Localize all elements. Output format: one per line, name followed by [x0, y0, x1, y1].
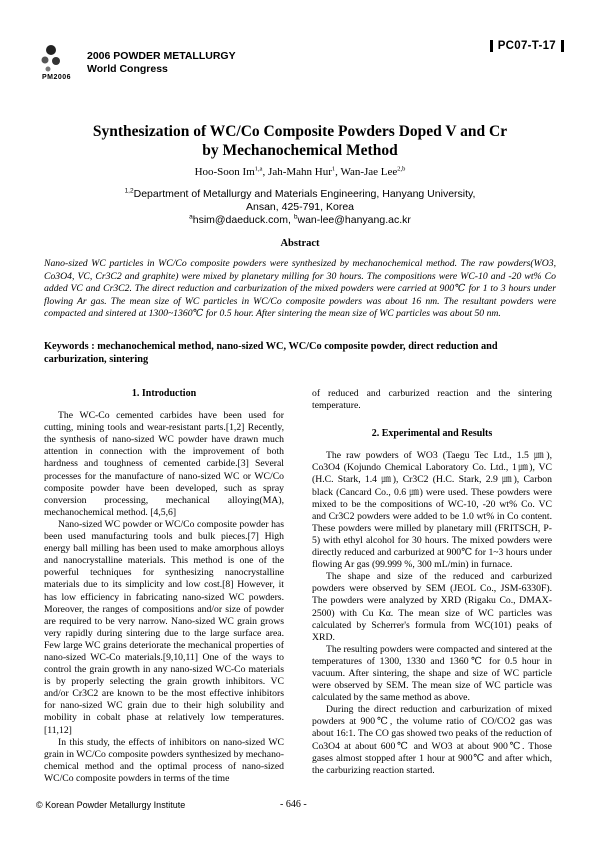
- authors: Hoo-Soon Im$^{1,a}$, Jah-Mahn Hur$^1$, Wan-Jae Lee$^{2,b}$: [194, 165, 406, 178]
- copyright: © Korean Powder Metallurgy Institute: [36, 800, 186, 810]
- title-line-1: Synthesization of WC/Co Composite Powders Doped V and Cr: [92, 123, 508, 140]
- email-a[interactable]: hsim@daeduck.com,: [192, 214, 291, 226]
- author-1-sup: 1,a: [254, 165, 263, 173]
- author-3: Wan-Jae Lee: [340, 166, 398, 178]
- email-b[interactable]: wan-lee@hanyang.ac.kr: [297, 214, 411, 226]
- experimental-paragraph-2: The shape and size of the reduced and carburized powders were observed by SEM (JEOL Co., JSM-6330F). The powders were analyzed by XRD (Rigaku Co., DMAX-2500) with Cu Kα. The mean size of WC particles was calculated by Scherrer's formula from WC(101) peaks of XRD.: [312, 571, 552, 643]
- affil-line-2: Ansan, 425-791, Korea: [246, 201, 354, 213]
- abstract-text: Nano-sized WC particles in WC/Co composite powders were synthesized by mechanochemical method. The raw powders(WO3, Co3O4, VC, Cr3C2 and graphite) were mixed by planetary milling for 30 hours. The compositions were WC-10 and -20 wt% Co added VC and Cr3C2. The direct reduction and carburization of the mixed powders were carried at 900℃ for 1 to 3 hours under flowing Ar gas. The mean size of WC particles in WC/Co composite powders was about 16 nm. The resultant powders were compacted and sintered at 1300~1360℃ for 0.5 hour. After sintering the mean size of WC particles was about 50 nm.: [44, 258, 556, 320]
- conference-line-2: World Congress: [87, 63, 168, 75]
- experimental-heading: 2. Experimental and Results: [371, 428, 493, 440]
- keywords: Keywords : mechanochemical method, nano-sized WC, WC/Co composite powder, direct reduction and carburization, sintering: [44, 341, 498, 365]
- affiliation: [100, 188, 500, 227]
- conference-line-1: 2006 POWDER METALLURGY: [87, 50, 236, 62]
- intro-paragraph-2: Nano-sized WC powder or WC/Co composite powder has been used manufacturing tools and bulk pieces.[7] High energy ball milling has been used to make amorphous alloys and nanocrystalline materials. This method is one of the powerful techniques for synthesizing nanocrystalline materials due to its simplicity and low cost.[8] However, it has low efficiency in fabricating nano-sized WC powders. Moreover, the ranges of compositions and/or size of powder are required to be very narrow. Nano-sized WC grain grows very rapidly during sintering due to the large surface area. Few large WC grains deteriorate the mechanical properties of nano-sized WC-Co materials.[9,10,11] One of the ways to control the grain growth in any nano-sized WC-Co materials is by properly selecting the grain growth inhibitors. VC and/or Cr3C2 are known to be the most effective inhibitors for nano-sized WC grain due to their high solubility and mobility in cobalt phase at relatively low temperatures.[11,12]: [44, 518, 284, 736]
- title-line-2: by Mechanochemical Method: [202, 142, 398, 159]
- paper-code: [490, 40, 564, 52]
- paper-code-text: PC07-T-17: [497, 40, 556, 52]
- experimental-paragraph-3: The resulting powders were compacted and sintered at the temperatures of 1300, 1330 and 1360℃ for 0.5 hour in vacuum. After sintering, the shape and size of WC particle were observed by SEM. The mean size of WC particle was calculated by the same method as above.: [312, 643, 552, 704]
- author-1: Hoo-Soon Im: [194, 166, 255, 178]
- email-b-sup: b: [293, 213, 298, 221]
- author-3-sup: 2,b: [397, 165, 406, 173]
- paper-title: [60, 122, 540, 160]
- author-2: Jah-Mahn Hur: [268, 166, 332, 178]
- right-column: [312, 388, 552, 777]
- affil-sup: 1,2: [124, 187, 134, 195]
- experimental-paragraph-4: During the direct reduction and carburization of mixed powders at 900℃, the volume ratio of CO/CO2 gas was about 16:1. The CO gas showed two peaks of the reduction of Co3O4 at about 600℃ and WO3 at about 900℃. Those gases almost stopped after 1 hour at 900℃ and after which, the carburizing reaction started.: [312, 704, 552, 776]
- author-2-sup: 1: [331, 165, 336, 173]
- intro-paragraph-1: The WC-Co cemented carbides have been used for cutting, mining tools and wear-resistant parts.[1,2] Recently, the synthesis of nano-sized WC powder have drawn much attention in connection with the improvement of both hardness and toughness of cemented carbide.[3] Several processes for the manufacture of nano-sized WC or WC/Co composite powder have been developed, such as spray conversion processing, mechanical alloying(MA), mechanochemical method. [4,5,6]: [44, 410, 284, 518]
- abstract-heading: Abstract: [280, 238, 320, 249]
- email-a-sup: a: [189, 213, 193, 221]
- conference-name: [87, 50, 236, 76]
- intro-continuation: of reduced and carburized reaction and the sintering temperature.: [312, 388, 552, 412]
- experimental-paragraph-1: The raw powders of WO3 (Taegu Tec Ltd., 1.5 ㎛), Co3O4 (Kojundo Chemical Laboratory Co. Ltd., 1㎛), VC (H.C. Stark, 1.4 ㎛), Cr3C2 (H.C. Stark, 2.9 ㎛), Carbon black (Cancard Co., 0.6 ㎛) were used. These powders were mixed to be the compositions of WC-10, -20 wt% Co. VC and Cr3C2 powders were added to be 1.0 wt% in Co content. These powders were milled by planetary mill (FRITSCH, P-5) with ethyl alcohol for 30 hours. The mixed powders were directly reduced and carburized at 900℃ for 1~3 hours under flowing Ar gas (99.999 %, 300 mL/min) in furnace.: [312, 450, 552, 571]
- affil-line-1: Department of Metallurgy and Materials Engineering, Hanyang University,: [133, 188, 476, 200]
- left-column: [44, 388, 284, 785]
- page-number: - 646 -: [280, 799, 307, 810]
- intro-heading: 1. Introduction: [131, 388, 197, 399]
- intro-paragraph-3: In this study, the effects of inhibitors on nano-sized WC grain in WC/Co composite powders synthesized by mechano-chemical method and the optimal process of nano-sized WC/Co composite powders in terms of the time: [44, 736, 284, 784]
- logo-text: PM2006: [42, 74, 72, 81]
